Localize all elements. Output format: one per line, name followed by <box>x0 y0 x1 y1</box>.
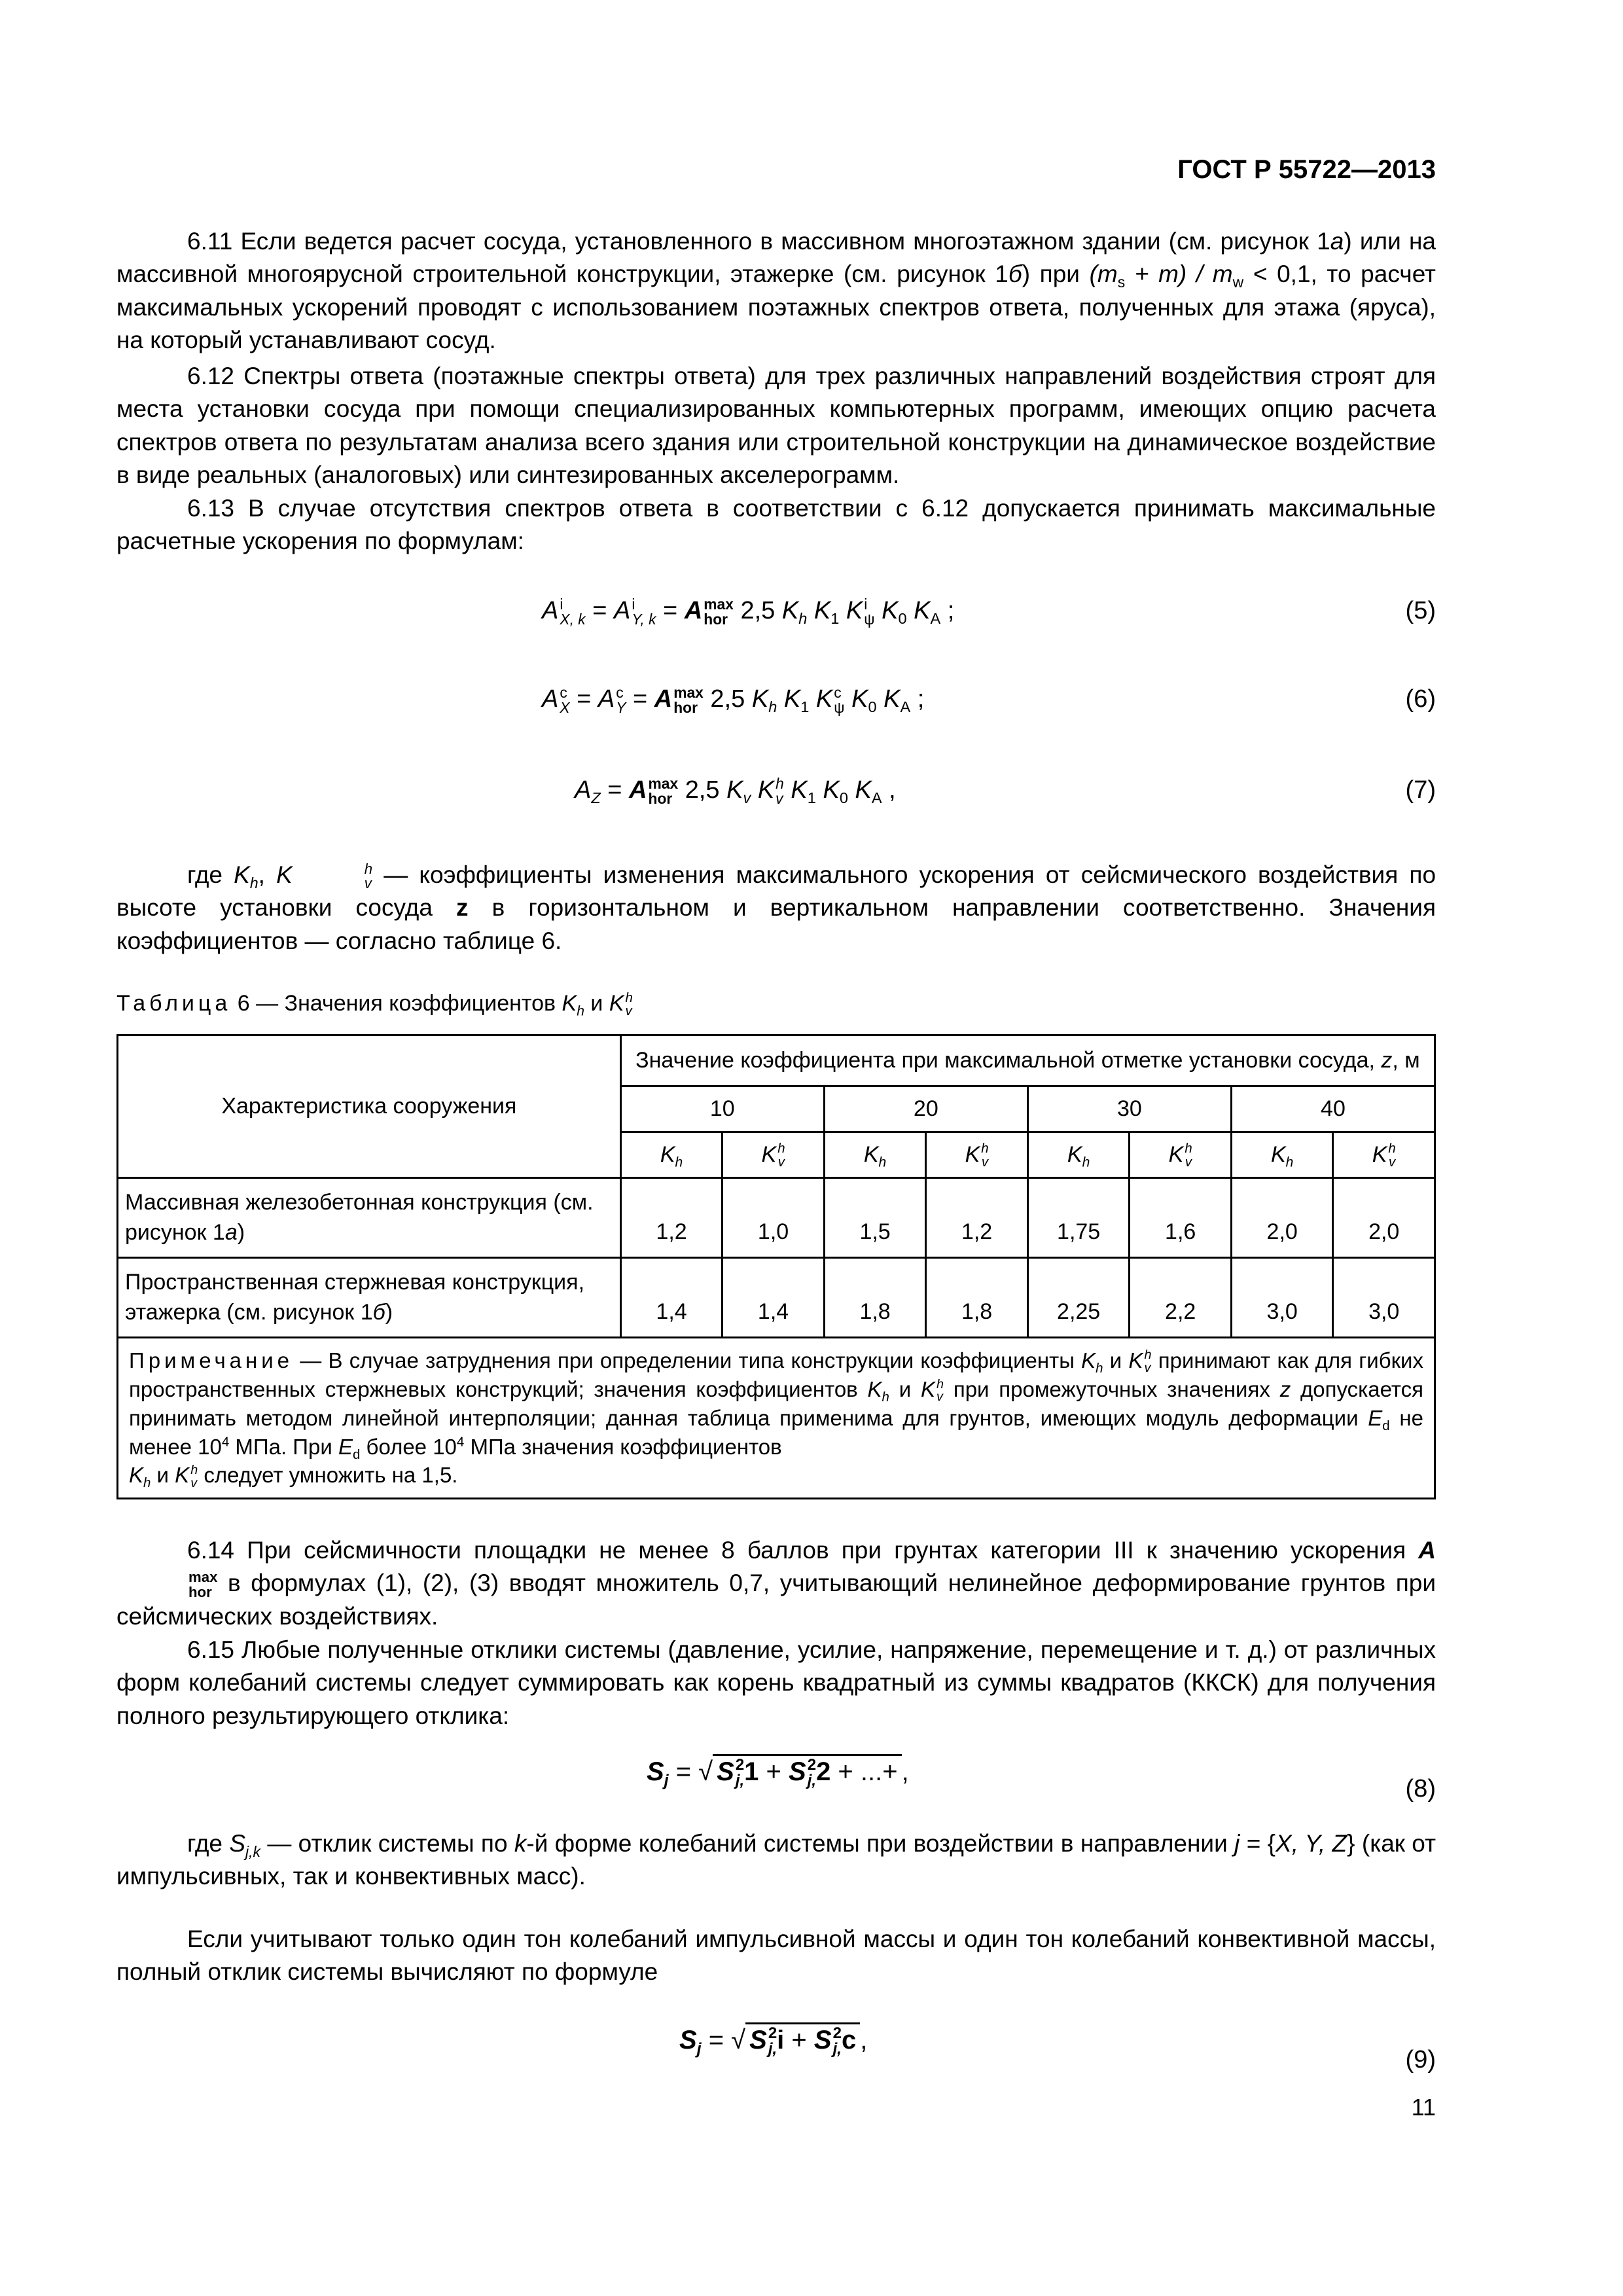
header-kh: $K_h$ <box>1027 1132 1130 1178</box>
formula-7 <box>116 774 1436 813</box>
table-cell: 1,2 <box>620 1178 722 1258</box>
formula-6-number: (6) <box>1405 685 1436 713</box>
table-cell: 1,4 <box>620 1258 722 1338</box>
table-cell: 2,0 <box>1231 1178 1333 1258</box>
header-kh: $K_h$ <box>1231 1132 1333 1178</box>
header-height-40: 40 <box>1231 1086 1435 1132</box>
table-note-row <box>118 1338 1435 1499</box>
header-kvh: K h v <box>926 1132 1028 1178</box>
table-row <box>118 1258 1435 1338</box>
table-cell: 1,75 <box>1027 1178 1130 1258</box>
table-cell: 1,2 <box>926 1178 1028 1258</box>
formula-9-expression: $S_j$ = √ S 2 j, i + S 2 j, c , <box>679 2022 867 2058</box>
table-cell: 3,0 <box>1231 1258 1333 1338</box>
paragraph-6-12: 6.12 Спектры ответа (поэтажные спектры ответа) для трех различных направлений воздействия строят для места установки сосуда при помощи специализированных компьютерных программ, имеющих опцию расчета спектров ответа по результатам анализа всего здания или строительной конструкции на динамическое воздействие в виде реальных (аналоговых) или синтезированных акселерограмм. <box>116 363 1436 488</box>
header-height-20: 20 <box>824 1086 1027 1132</box>
formula-5-number: (5) <box>1405 597 1436 624</box>
header-coefficient-group: Значение коэффициента при максимальной отметке установки сосуда, z, м <box>620 1035 1435 1086</box>
formula-8-expression: $S_j$ = √ S 2 j, 1 + S 2 j, 2 + ...+ , <box>647 1754 909 1789</box>
table-row <box>118 1178 1435 1258</box>
table-cell: 1,8 <box>926 1258 1028 1338</box>
formula-6 <box>116 683 1436 722</box>
paragraph-6-14: 6.14 При сейсмичности площадки не менее 8 баллов при грунтах категории III к значению ускорения A max hor в формулах (1), (2), (3) вводят множитель 0,7, учитывающий нелинейное деформирование грунтов при сейсмических воздействиях. <box>116 1537 1436 1630</box>
formula-8 <box>116 1754 1436 1806</box>
table-cell: 1,6 <box>1130 1178 1232 1258</box>
header-kh: $K_h$ <box>620 1132 722 1178</box>
table-header-row-1 <box>118 1035 1435 1086</box>
formula-9-number: (9) <box>1405 2046 1436 2073</box>
table-note: Примечание — В случае затруднения при определении типа конструкции коэффициенты $K_h$ и K h v принимают как для гибких пространственных стержневых конструкций; значения коэффициентов $K_h$ и K h v при промежуточных значениях z допускается принимать методом линейной интерполяции; данная таблица применима для грунтов, имеющих модуль деформации $E_d$ не менее $10^4$ МПа. При $E_d$ более $10^4$ МПа значения коэффициентов $K_h$ и K h v следует умножить на 1,5. <box>118 1338 1435 1499</box>
header-kvh: K h v <box>1130 1132 1232 1178</box>
formula-5 <box>116 594 1436 634</box>
paragraph-6-11: 6.11 Если ведется расчет сосуда, установленного в массивном многоэтажном здании (см. рисунок 1а) или на массивной многоярусной строительной конструкции, этажерке (см. рисунок 1б) при $(m_s + m) / m_w < 0,1$, то расчет максимальных ускорений проводят с использованием поэтажных спектров ответа, полученных для этажа (яруса), на который устанавливают сосуд. <box>116 228 1436 353</box>
table-6 <box>116 1034 1436 1499</box>
row-name: Массивная железобетонная конструкция (см. рисунок 1а) <box>118 1178 621 1258</box>
table-cell: 1,4 <box>722 1258 825 1338</box>
formula-9 <box>116 2022 1436 2075</box>
table-cell: 1,8 <box>824 1258 926 1338</box>
table-cell: 2,25 <box>1027 1258 1130 1338</box>
header-kvh: K h v <box>722 1132 825 1178</box>
formula-5-expression: A i X, k = A i Y, k = A max hor 2,5 $K_h$ $K_1$ K i ψ $K_0$ $K_A$ ; <box>542 596 955 628</box>
table-cell: 2,0 <box>1333 1178 1435 1258</box>
header-height-30: 30 <box>1027 1086 1231 1132</box>
document-page <box>116 0 1436 2296</box>
row-name: Пространственная стержневая конструкция, этажерка (см. рисунок 1б) <box>118 1258 621 1338</box>
paragraph-single-tone: Если учитывают только один тон колебаний импульсивной массы и один тон колебаний конвективной массы, полный отклик системы вычисляют по формуле <box>116 1926 1436 1986</box>
table-cell: 1,5 <box>824 1178 926 1258</box>
where-clause-s-jk: где $S_{j,k}$ — отклик системы по k-й форме колебаний системы при воздействии в направлении j = {X, Y, Z} (как от импульсивных, так и конвективных масс). <box>116 1830 1436 1890</box>
table-cell: 1,0 <box>722 1178 825 1258</box>
table-6-caption: Таблица 6 — Значения коэффициентов $K_h$ и K h v <box>116 990 633 1019</box>
header-kh: $K_h$ <box>824 1132 926 1178</box>
formula-8-number: (8) <box>1405 1775 1436 1803</box>
standard-header: ГОСТ Р 55722—2013 <box>1177 155 1436 184</box>
page-number: 11 <box>1411 2094 1436 2121</box>
paragraph-6-13: 6.13 В случае отсутствия спектров ответа в соответствии с 6.12 допускается принимать максимальные расчетные ускорения по формулам: <box>116 495 1436 555</box>
formula-7-expression: $A_Z = A$ max hor 2,5 $K_v$ K h v $K_1$ $K_0$ $K_A$ , <box>575 775 896 807</box>
formula-6-expression: A c X = A c Y = A max hor 2,5 $K_h$ $K_1$ K c ψ $K_0$ $K_A$ ; <box>542 684 925 716</box>
header-height-10: 10 <box>620 1086 824 1132</box>
where-clause-k-coefficients: где $K_h$, K h v — коэффициенты изменения максимального ускорения от сейсмического воздействия по высоте установки сосуда z в горизонтальном и вертикальном направлении соответственно. Значения коэффициентов — согласно таблице 6. <box>116 861 1436 954</box>
table-cell: 3,0 <box>1333 1258 1435 1338</box>
table-cell: 2,2 <box>1130 1258 1232 1338</box>
header-characteristic: Характеристика сооружения <box>118 1035 621 1178</box>
formula-7-number: (7) <box>1405 776 1436 804</box>
header-kvh: K h v <box>1333 1132 1435 1178</box>
paragraph-6-15: 6.15 Любые полученные отклики системы (давление, усилие, напряжение, перемещение и т. д.) от различных форм колебаний системы следует суммировать как корень квадратный из суммы квадратов (ККСК) для получения полного результирующего отклика: <box>116 1636 1436 1729</box>
